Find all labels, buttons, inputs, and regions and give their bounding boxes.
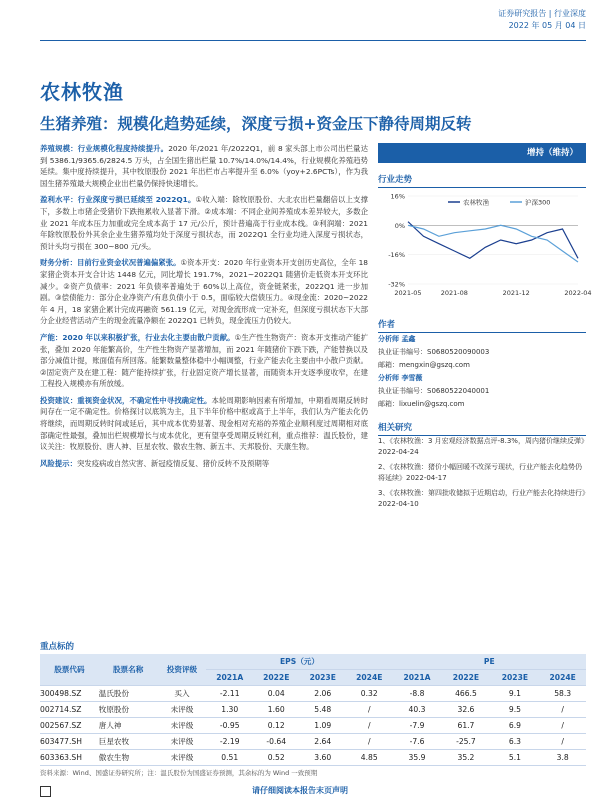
table-cell: 买入 [158,686,207,702]
paragraph-heading: 财务分析：目前行业资金状况普遍偏紧张。 [40,258,181,268]
paragraph-heading: 投资建议：重视资金状况，不确定性中寻找确定性。 [40,395,212,405]
trend-chart [378,188,592,308]
header-year: 2021A [393,670,442,686]
table-cell: 4.85 [346,750,393,766]
table-cell: -8.8 [393,686,442,702]
table-cell: 5.1 [490,750,539,766]
y-tick-label: 0% [394,221,405,230]
table-header-row [40,654,586,670]
analyst-list [378,333,586,411]
analyst-email[interactable]: 邮箱：mengxin@gszq.com [378,361,470,369]
table-cell: 61.7 [441,718,490,734]
table-cell: -2.11 [206,686,253,702]
table-cell: 唐人神 [99,718,158,734]
paragraph-heading: 养殖规模：行业规模化程度持续提升。 [40,144,169,153]
table-cell: / [539,734,586,750]
table-cell: -7.9 [393,718,442,734]
legend-label: 沪深300 [525,198,551,207]
table-cell: 3.8 [539,750,586,766]
table-cell: 0.12 [253,718,300,734]
analyst-name-line [378,372,586,385]
summary-column [40,143,368,474]
table-cell: -2.19 [206,734,253,750]
table-cell: 0.04 [253,686,300,702]
key-stocks-table [40,654,586,766]
table-cell: 40.3 [393,702,442,718]
trend-heading: 行业走势 [378,171,586,188]
y-tick-label: -16% [388,251,405,260]
header-divider [40,40,586,41]
paragraph-heading: 风险提示： [40,458,77,468]
table-cell: 58.3 [539,686,586,702]
sidebar [378,143,592,514]
table-cell: 牧原股份 [99,702,158,718]
analyst-role: 分析师 [378,374,402,382]
header-year: 2022E [253,670,300,686]
table-cell: 0.51 [206,750,253,766]
table-cell: 300498.SZ [40,686,99,702]
header-rating: 投资评级 [158,654,207,686]
analyst-name: 李雪薇 [401,374,423,382]
report-date: 2022 年 05 月 04 日 [508,21,586,30]
header-year: 2021A [206,670,253,686]
related-report-link[interactable]: 1、《农林牧渔：3 月宏观经济数据点评-8.3%，周内猪价继续反弹》2022-04-24 [378,437,585,456]
table-cell: 巨星农牧 [99,734,158,750]
x-tick-label: 2021-05 [394,289,422,297]
analyst-cert: 执业证书编号：S0680520090003 [378,348,490,356]
table-cell: 6.9 [490,718,539,734]
analyst-email[interactable]: 邮箱：lixuelin@gszq.com [378,400,465,408]
table-row [40,702,586,718]
table-cell: 35.2 [441,750,490,766]
summary-paragraph [40,257,368,327]
analyst-heading: 作者 [378,316,586,333]
summary-paragraph [40,194,368,252]
rating-badge: 增持（维持） [378,143,586,163]
table-cell: 傲农生物 [99,750,158,766]
paragraph-body: ①收入端：除牧原股份、大北农出栏量翻倍以上支撑下，多数上市猪企受猪价下跌拖累收入显著下滑。②成本端：不同企业间养殖成本差异较大，多数企业 2021 年成本压力加重或完全成本高于 17 元/公斤，预计普遍高于行业成本线。③利润端：2021 年除牧原股份外其余企业生猪养殖均处于深度亏损状态，而 2022Q1 全行业均进入深度亏损状态，预计头均亏损在 300~800 元/头。 [40,195,368,251]
paragraph-body: 本轮周期影响因素有所增加，中期看周期反转时间存在一定不确定性。价格探讨以底筑为主，且下半年价格中枢或高于上半年，我们认为产能去化仍将继续，而周期反转时间或延后，其中成本优势显著、现金相对充裕的养殖企业顺利度过周期相对底部确定性最强，叠加出栏规模增长与成本优化，更有望享受周期反转红利，重点推荐：温氏股份，建议关注：牧原股份、唐人神、巨星农牧、傲农生物、新五丰、天邦股份、天康生物。 [40,395,368,452]
header-year: 2022E [441,670,490,686]
legend-label: 农林牧渔 [463,198,489,207]
summary-paragraph [40,332,368,390]
analyst-role: 分析师 [378,335,402,343]
table-cell: -0.95 [206,718,253,734]
table-cell: -25.7 [441,734,490,750]
analyst-cert: 执业证书编号：S0680522040001 [378,387,490,395]
table-row [40,718,586,734]
related-report-link[interactable]: 3、《农林牧渔：第四批收储拟于近期启动，行业产能去化持续进行》2022-04-10 [378,489,586,508]
table-cell: 603477.SH [40,734,99,750]
table-cell: 5.48 [299,702,346,718]
table-cell: 32.6 [441,702,490,718]
table-cell: 9.1 [490,686,539,702]
y-tick-label: 16% [390,192,405,201]
related-heading: 相关研究 [378,419,586,436]
table-cell: -7.6 [393,734,442,750]
header-eps: EPS（元） [206,654,392,670]
table-cell: 未评级 [158,718,207,734]
report-title: 生猪养殖：规模化趋势延续，深度亏损+资金压下静待周期反转 [40,114,472,133]
table-cell: 35.9 [393,750,442,766]
header-year: 2024E [346,670,393,686]
table-cell: / [346,702,393,718]
table-cell: -0.64 [253,734,300,750]
source-note: 资料来源：Wind、国盛证券研究所；注：温氏股份为国盛证券预测，其余标的为 Wind 一致预期 [40,769,318,777]
table-cell: / [346,734,393,750]
header-year: 2023E [299,670,346,686]
paragraph-body: 突发疫病或自然灾害、新冠疫情反复、猪价反转不及预期等 [76,458,270,468]
table-cell: 未评级 [158,750,207,766]
report-header [498,8,586,32]
table-cell: 未评级 [158,734,207,750]
table-row [40,750,586,766]
table-title: 重点标的 [40,642,75,652]
header-code: 股票代码 [40,654,99,686]
table-cell: 2.06 [299,686,346,702]
summary-paragraph [40,395,368,453]
related-list [378,436,586,510]
table-cell: 6.3 [490,734,539,750]
table-cell: 603363.SH [40,750,99,766]
header-year: 2023E [490,670,539,686]
table-cell: 1.30 [206,702,253,718]
header-name: 股票名称 [99,654,158,686]
paragraph-body: ①资本开支：2020 年行业资本开支创历史高位，全年 18 家猪企资本开支合计达 1448 亿元，同比增长 191.7%，2021~2022Q1 随猪价走低资本开支环比减少。②资产负债率：2021 年负债率普遍处于 60%以上高位，资金链紧张，2022Q1 进一步加剧。③偿债能力：部分企业净资产/有息负债小于 0.5，面临较大偿债压力。④现金流：2020~2022 年 4 月，18 家猪企累计完成再融资 561.19 亿元，对现金流形成一定补充，但深度亏损状态下大部分企业经营活动产生的现金流量净额在 2022Q1 已转负，现金流压力仍较大。 [40,258,368,326]
y-tick-label: -32% [388,280,405,289]
table-cell: 002567.SZ [40,718,99,734]
table-cell: 温氏股份 [99,686,158,702]
analyst-name-line [378,333,586,346]
table-cell: 0.52 [253,750,300,766]
table-cell: 466.5 [441,686,490,702]
table-cell: / [539,718,586,734]
table-cell: 未评级 [158,702,207,718]
paragraph-body: ①生产性生物资产：资本开支推动产能扩张，叠加 2020 年能繁高价，生产性生物资产显著增加，而 2021 年随猪价下跌下跌，产能替换以及部分减值计提，账面值有所回落。能繁数量整体稳中小幅调整，行业产能去化主要由中小散户贡献。②固定资产及在建工程：随产能持续扩张，行业固定资产增长显著，而随资本开支逐季度收窄，在建工程投入规模亦有所放缓。 [40,332,368,389]
paragraph-body: 2020 年/2021 年/2022Q1，前 8 家头部上市公司出栏量达到 5386.1/9365.6/2824.5 万头，占全国生猪出栏量 10.7%/14.0%/14.4%，行业规模化养殖趋势延续。集中度持续提升，其中牧原股份 2021 年出栏市占率提升至 6.0%（yoy+2.6PCTs），作为我国生猪养殖最大规模企业出栏量仍保持快速增长。 [40,144,368,188]
summary-paragraph [40,143,368,189]
table-cell: 0.32 [346,686,393,702]
report-type: 证券研究报告 | 行业深度 [498,9,586,18]
table-cell: 1.09 [299,718,346,734]
table-cell: / [346,718,393,734]
x-tick-label: 2021-08 [440,289,468,297]
table-cell: 002714.SZ [40,702,99,718]
summary-paragraph [40,458,368,470]
x-tick-label: 2021-12 [502,289,530,297]
footer-disclaimer: 请仔细阅读本报告末页声明 [252,786,348,795]
sector-name: 农林牧渔 [40,80,124,104]
paragraph-heading: 产能：2020 年以来积极扩张，行业去化主要由散户贡献。 [40,332,235,342]
x-tick-label: 2022-04 [564,289,592,297]
table-cell: 3.60 [299,750,346,766]
paragraph-heading: 盈利水平：行业深度亏损已延续至 2022Q1。 [40,195,196,205]
table-cell: 9.5 [490,702,539,718]
table-row [40,734,586,750]
table-cell: 2.64 [299,734,346,750]
trend-chart-svg [378,188,592,308]
analyst-name: 孟鑫 [401,335,416,343]
table-row [40,686,586,702]
related-report-link[interactable]: 2、《农林牧渔：猪价小幅回暖不改深亏现状，行业产能去化趋势仍将延续》2022-04-17 [378,463,582,482]
header-year: 2024E [539,670,586,686]
header-pe: PE [393,654,586,670]
table-cell: 1.60 [253,702,300,718]
table-cell: / [539,702,586,718]
